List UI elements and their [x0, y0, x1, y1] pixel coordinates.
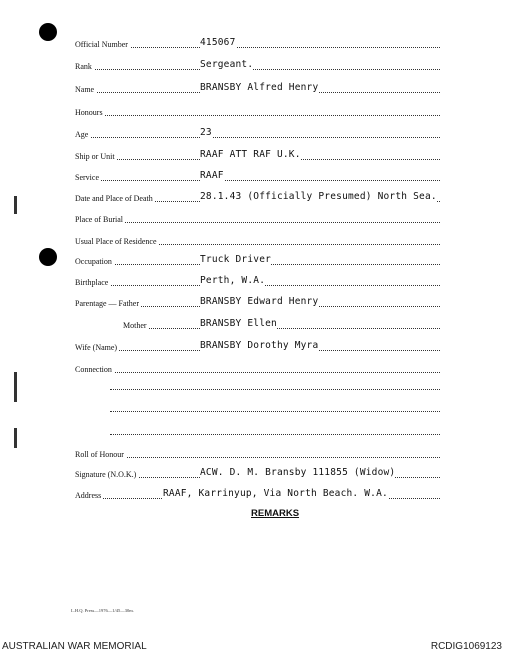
- label-service: Service: [75, 173, 99, 182]
- value-age: 23: [200, 127, 212, 138]
- label-occupation: Occupation: [75, 257, 112, 266]
- dotted-line: [75, 115, 440, 116]
- value-rank: Sergeant.: [200, 59, 254, 70]
- footer-reference: RCDIG1069123: [430, 641, 502, 652]
- label-address: Address: [75, 491, 102, 500]
- printer-imprint: L.H.Q. Press—1976—1/45—30m.: [71, 608, 134, 613]
- label-connection: Connection: [75, 365, 112, 374]
- archive-footer: [0, 638, 506, 654]
- row-mother: [75, 317, 440, 331]
- row-usual-residence: [75, 233, 440, 247]
- dotted-line: [75, 137, 440, 138]
- label-rank: Rank: [75, 62, 92, 71]
- row-signature: [75, 466, 440, 480]
- label-honours: Honours: [75, 108, 103, 117]
- row-honours: [75, 104, 440, 118]
- dotted-line: [123, 328, 440, 329]
- value-name: BRANSBY Alfred Henry: [200, 82, 319, 93]
- label-wife: Wife (Name): [75, 343, 118, 352]
- row-address: [75, 487, 440, 501]
- value-occupation: Truck Driver: [200, 254, 272, 265]
- row-occupation: [75, 253, 440, 267]
- connection-continuation-line: [110, 389, 440, 390]
- label-ship-or-unit: Ship or Unit: [75, 152, 115, 161]
- row-age: [75, 126, 440, 140]
- value-ship-or-unit: RAAF ATT RAF U.K.: [200, 149, 301, 160]
- value-address: RAAF, Karrinyup, Via North Beach. W.A.: [163, 488, 388, 499]
- label-date-place-death: Date and Place of Death: [75, 194, 153, 203]
- value-official-number: 415067: [200, 37, 236, 48]
- label-name: Name: [75, 85, 95, 94]
- label-place-of-burial: Place of Burial: [75, 215, 123, 224]
- row-official-number: [75, 36, 440, 50]
- label-birthplace: Birthplace: [75, 278, 109, 287]
- row-service: [75, 169, 440, 183]
- value-birthplace: Perth, W.A.: [200, 275, 266, 286]
- row-place-of-burial: [75, 211, 440, 225]
- dotted-line: [75, 372, 440, 373]
- row-connection: [75, 361, 440, 375]
- label-age: Age: [75, 130, 89, 139]
- label-usual-residence: Usual Place of Residence: [75, 237, 157, 246]
- dotted-line: [75, 457, 440, 458]
- row-parentage-father: [75, 295, 440, 309]
- margin-mark-3: [14, 428, 17, 448]
- label-mother: Mother: [123, 321, 147, 330]
- remarks-heading: REMARKS: [251, 508, 300, 519]
- value-mother: BRANSBY Ellen: [200, 318, 277, 329]
- punch-hole-top: [39, 23, 57, 41]
- label-roll-of-honour: Roll of Honour: [75, 450, 124, 459]
- row-name: [75, 81, 440, 95]
- row-birthplace: [75, 274, 440, 288]
- dotted-line: [75, 180, 440, 181]
- punch-hole-upper-middle: [39, 248, 57, 266]
- margin-mark-2: [14, 372, 17, 402]
- value-date-place-death: 28.1.43 (Officially Presumed) North Sea.: [200, 191, 437, 202]
- value-wife: BRANSBY Dorothy Myra: [200, 340, 319, 351]
- value-signature: ACW. D. M. Bransby 111855 (Widow): [200, 467, 396, 478]
- label-signature: Signature (N.O.K.): [75, 470, 137, 479]
- row-wife: [75, 339, 440, 353]
- connection-continuation-line: [110, 434, 440, 435]
- connection-continuation-line: [110, 411, 440, 412]
- footer-source: AUSTRALIAN WAR MEMORIAL: [2, 641, 147, 652]
- label-parentage-father: Parentage — Father: [75, 299, 139, 308]
- row-date-place-death: [75, 190, 440, 204]
- row-rank: [75, 58, 440, 72]
- margin-mark-1: [14, 196, 17, 214]
- dotted-line: [75, 69, 440, 70]
- value-parentage-father: BRANSBY Edward Henry: [200, 296, 319, 307]
- row-ship-or-unit: [75, 148, 440, 162]
- dotted-line: [75, 222, 440, 223]
- row-roll-of-honour: [75, 446, 440, 460]
- value-service: RAAF: [200, 170, 224, 181]
- label-official-number: Official Number: [75, 40, 128, 49]
